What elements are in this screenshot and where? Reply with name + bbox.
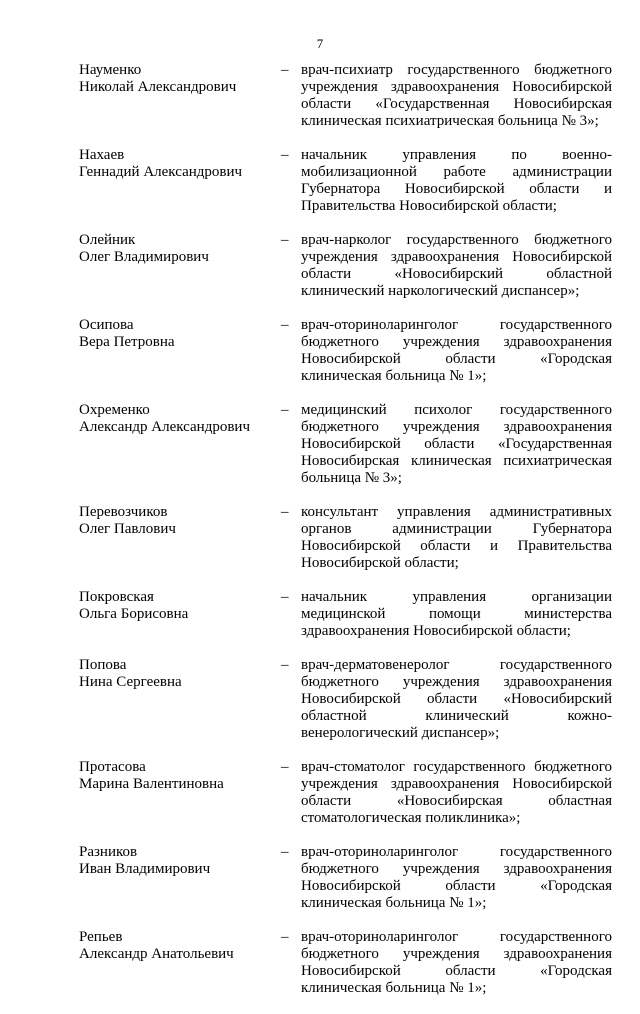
member-given-name: Олег Владимирович — [79, 249, 209, 265]
member-surname: Науменко — [79, 62, 142, 78]
list-item — [0, 504, 640, 572]
member-name — [79, 62, 274, 96]
member-position: врач-оториноларинголог государственного бюджетного учреждения здравоохранения Новосибирской области «Городская клиническая больница № 1»; — [301, 844, 612, 911]
member-surname: Осипова — [79, 317, 134, 333]
dash-separator: – — [281, 62, 289, 78]
member-given-name: Вера Петровна — [79, 334, 175, 350]
member-surname: Репьев — [79, 929, 123, 945]
page-number: 7 — [316, 36, 324, 51]
member-surname: Попова — [79, 657, 127, 673]
dash-separator: – — [281, 759, 289, 775]
member-surname: Разников — [79, 844, 138, 860]
member-surname: Нахаев — [79, 147, 125, 163]
member-given-name: Александр Анатольевич — [79, 946, 234, 962]
member-position: врач-нарколог государственного бюджетного учреждения здравоохранения Новосибирской области «Новосибирский областной клинический наркологический диспансер»; — [301, 232, 612, 299]
dash-separator: – — [281, 504, 289, 520]
list-item — [0, 657, 640, 742]
member-given-name: Нина Сергеевна — [79, 674, 182, 690]
member-name — [79, 844, 274, 878]
member-given-name: Николай Александрович — [79, 79, 237, 95]
list-item — [0, 317, 640, 385]
member-surname: Охременко — [79, 402, 150, 418]
member-position: медицинский психолог государственного бюджетного учреждения здравоохранения Новосибирской области «Государственная Новосибирская клиническая психиатрическая больница № 3»; — [301, 402, 612, 486]
list-item — [0, 759, 640, 827]
member-position: врач-психиатр государственного бюджетного учреждения здравоохранения Новосибирской области «Государственная Новосибирская клиническая психиатрическая больница № 3»; — [301, 62, 612, 129]
member-surname: Перевозчиков — [79, 504, 168, 520]
list-item — [0, 929, 640, 997]
member-name — [79, 504, 274, 538]
member-name — [79, 589, 274, 623]
list-item — [0, 232, 640, 300]
member-position: врач-дерматовенеролог государственного бюджетного учреждения здравоохранения Новосибирской области «Новосибирский областной клинический кожно-венерологический диспансер»; — [301, 657, 612, 741]
dash-separator: – — [281, 657, 289, 673]
list-item — [0, 402, 640, 487]
member-given-name: Ольга Борисовна — [79, 606, 189, 622]
dash-separator: – — [281, 317, 289, 333]
member-name — [79, 929, 274, 963]
member-name — [79, 317, 274, 351]
dash-separator: – — [281, 147, 289, 163]
member-given-name: Олег Павлович — [79, 521, 176, 537]
dash-separator: – — [281, 844, 289, 860]
member-given-name: Геннадий Александрович — [79, 164, 243, 180]
member-name — [79, 232, 274, 266]
list-item — [0, 62, 640, 130]
dash-separator: – — [281, 589, 289, 605]
member-surname: Олейник — [79, 232, 136, 248]
member-position: консультант управления административных органов администрации Губернатора Новосибирской области и Правительства Новосибирской области; — [301, 504, 612, 571]
member-position: врач-оториноларинголог государственного бюджетного учреждения здравоохранения Новосибирской области «Городская клиническая больница № 1»; — [301, 317, 612, 384]
member-name — [79, 402, 274, 436]
member-position: начальник управления по военно-мобилизационной работе администрации Губернатора Новосибирской области и Правительства Новосибирской области; — [301, 147, 612, 214]
member-position: врач-оториноларинголог государственного бюджетного учреждения здравоохранения Новосибирской области «Городская клиническая больница № 1»; — [301, 929, 612, 996]
dash-separator: – — [281, 929, 289, 945]
member-surname: Покровская — [79, 589, 154, 605]
member-given-name: Александр Александрович — [79, 419, 250, 435]
member-name — [79, 759, 274, 793]
list-item — [0, 147, 640, 215]
member-position: начальник управления организации медицинской помощи министерства здравоохранения Новосибирской области; — [301, 589, 612, 639]
dash-separator: – — [281, 232, 289, 248]
member-name — [79, 657, 274, 691]
member-position: врач-стоматолог государственного бюджетного учреждения здравоохранения Новосибирской области «Новосибирская областная стоматологическая поликлиника»; — [301, 759, 612, 826]
dash-separator: – — [281, 402, 289, 418]
member-name — [79, 147, 274, 181]
members-list — [0, 62, 640, 1014]
list-item — [0, 844, 640, 912]
list-item — [0, 589, 640, 640]
member-given-name: Иван Владимирович — [79, 861, 211, 877]
member-given-name: Марина Валентиновна — [79, 776, 224, 792]
member-surname: Протасова — [79, 759, 146, 775]
